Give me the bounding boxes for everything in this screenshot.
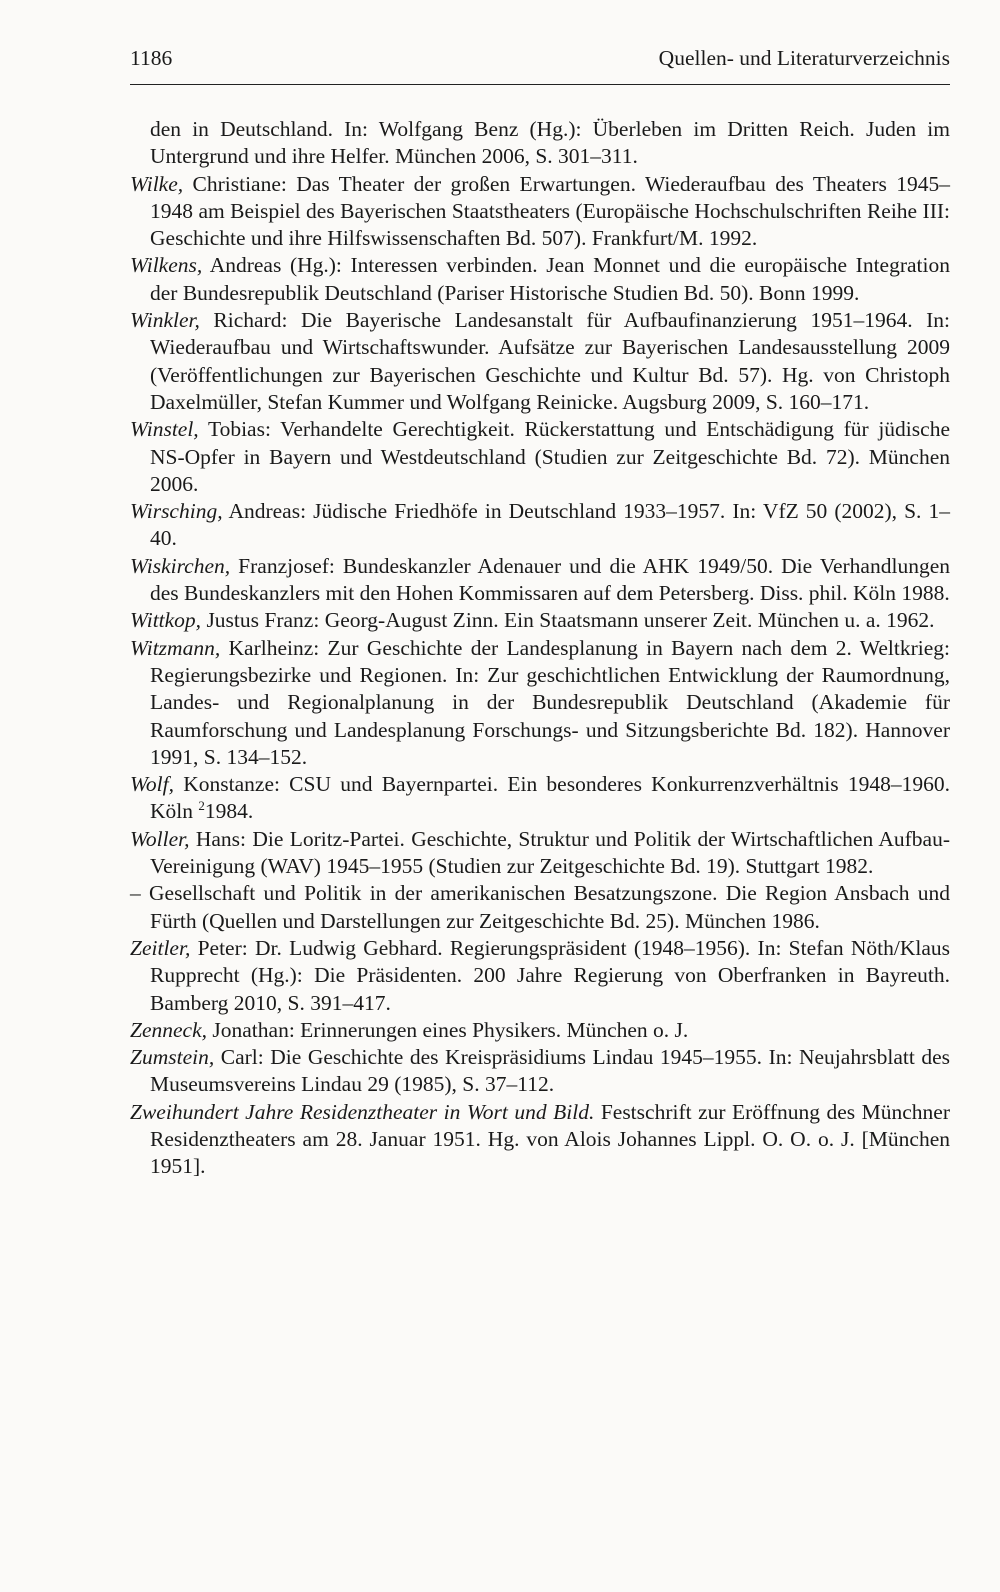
bibliography-entry: den in Deutschland. In: Wolfgang Benz (Hg.): Überleben im Dritten Reich. Juden im Untergrund und ihre Helfer. München 2006, S. 301–311. [150, 117, 950, 169]
entry-author: Winkler, [130, 308, 200, 333]
bibliography-entry: Wirsching, Andreas: Jüdische Friedhöfe in Deutschland 1933–1957. In: VfZ 50 (2002), S. 1–40. [130, 499, 950, 551]
entry-author: Zenneck, [130, 1017, 208, 1042]
entry-author: Wilkens, [130, 253, 203, 278]
bibliography-entry: Witzmann, Karlheinz: Zur Geschichte der Landesplanung in Bayern nach dem 2. Weltkrieg: Regierungsbezirke und Regionen. In: Zur geschichtlichen Entwicklung der Raumordnung, Landes- und Regionalplanung in der Bundesrepublik Deutschland (Akademie für Raumforschung und Landesplanung Forschungs- und Sitzungsberichte Bd. 182). Hannover 1991, S. 134–152. [130, 635, 950, 769]
bibliography-entry: Zumstein, Carl: Die Geschichte des Kreispräsidiums Lindau 1945–1955. In: Neujahrsblatt des Museumsvereins Lindau 29 (1985), S. 37–112. [130, 1045, 950, 1097]
bibliography-entry-same-author: – Gesellschaft und Politik in der amerikanischen Besatzungszone. Die Region Ansbach und Fürth (Quellen und Darstellungen zur Zeitgeschichte Bd. 25). München 1986. [130, 881, 950, 933]
entry-author: Winstel, [130, 417, 199, 442]
entry-author: Wiskirchen, [130, 553, 231, 578]
bibliography-list [130, 116, 950, 1181]
entry-title: Zweihundert Jahre Residenztheater in Wort und Bild. [130, 1099, 595, 1124]
bibliography-entry: Zeitler, Peter: Dr. Ludwig Gebhard. Regierungspräsident (1948–1956). In: Stefan Nöth/Klaus Rupprecht (Hg.): Die Präsidenten. 200 Jahre Regierung von Oberfranken in Bayreuth. Bamberg 2010, S. 391–417. [130, 935, 950, 1015]
entry-author: Wolf, [130, 772, 175, 797]
bibliography-entry: Wilke, Christiane: Das Theater der großen Erwartungen. Wiederaufbau des Theaters 1945–1948 am Beispiel des Bayerischen Staatstheaters (Europäische Hochschulschriften Reihe III: Geschichte und ihre Hilfswissenschaften Bd. 507). Frankfurt/M. 1992. [130, 171, 950, 251]
entry-author: Wilke, [130, 171, 184, 196]
bibliography-entry: Woller, Hans: Die Loritz-Partei. Geschichte, Struktur und Politik der Wirtschaftlichen Aufbau-Vereinigung (WAV) 1945–1955 (Studien zur Zeitgeschichte Bd. 19). Stuttgart 1982. [130, 826, 950, 879]
entry-author: Zumstein, [130, 1045, 215, 1070]
edition-superscript: 2 [198, 798, 205, 814]
entry-author: Woller, [130, 826, 190, 851]
page-number: 1186 [130, 46, 173, 70]
bibliography-entry: Wittkop, Justus Franz: Georg-August Zinn. Ein Staatsmann unserer Zeit. München u. a. 1962. [130, 608, 935, 633]
entry-author: Wirsching, [130, 499, 223, 524]
running-title: Quellen- und Literaturverzeichnis [658, 46, 950, 70]
bibliography-entry: Zweihundert Jahre Residenztheater in Wort und Bild. Festschrift zur Eröffnung des Münchner Residenztheaters am 28. Januar 1951. Hg. von Alois Johannes Lippl. O. O. o. J. [München 1951]. [130, 1099, 950, 1179]
bibliography-entry: Wilkens, Andreas (Hg.): Interessen verbinden. Jean Monnet und die europäische Integration der Bundesrepublik Deutschland (Pariser Historische Studien Bd. 50). Bonn 1999. [130, 253, 950, 305]
entry-author: Witzmann, [130, 635, 221, 660]
bibliography-entry: Winstel, Tobias: Verhandelte Gerechtigkeit. Rückerstattung und Entschädigung für jüdische NS-Opfer in Bayern und Westdeutschland (Studien zur Zeitgeschichte Bd. 72). München 2006. [130, 417, 950, 496]
entry-author: Zeitler, [130, 935, 191, 960]
bibliography-entry: Wiskirchen, Franzjosef: Bundeskanzler Adenauer und die AHK 1949/50. Die Verhandlungen des Bundeskanzlers mit den Hohen Kommissaren auf dem Petersberg. Diss. phil. Köln 1988. [130, 553, 950, 606]
entry-author: Wittkop, [130, 608, 202, 633]
bibliography-entry: Wolf, Konstanze: CSU und Bayernpartei. Ein besonderes Konkurrenzverhältnis 1948–1960. Köln $^2$1984. [130, 772, 950, 824]
bibliography-entry: Winkler, Richard: Die Bayerische Landesanstalt für Aufbaufinanzierung 1951–1964. In: Wiederaufbau und Wirtschaftswunder. Aufsätze zur Bayerischen Landesausstellung 2009 (Veröffentlichungen zur Bayerischen Geschichte und Kultur Bd. 57). Hg. von Christoph Daxelmüller, Stefan Kummer und Wolfgang Reinicke. Augsburg 2009, S. 160–171. [130, 308, 950, 414]
bibliography-entry: Zenneck, Jonathan: Erinnerungen eines Physikers. München o. J. [130, 1017, 689, 1042]
running-header [130, 48, 950, 70]
header-rule [130, 84, 950, 85]
